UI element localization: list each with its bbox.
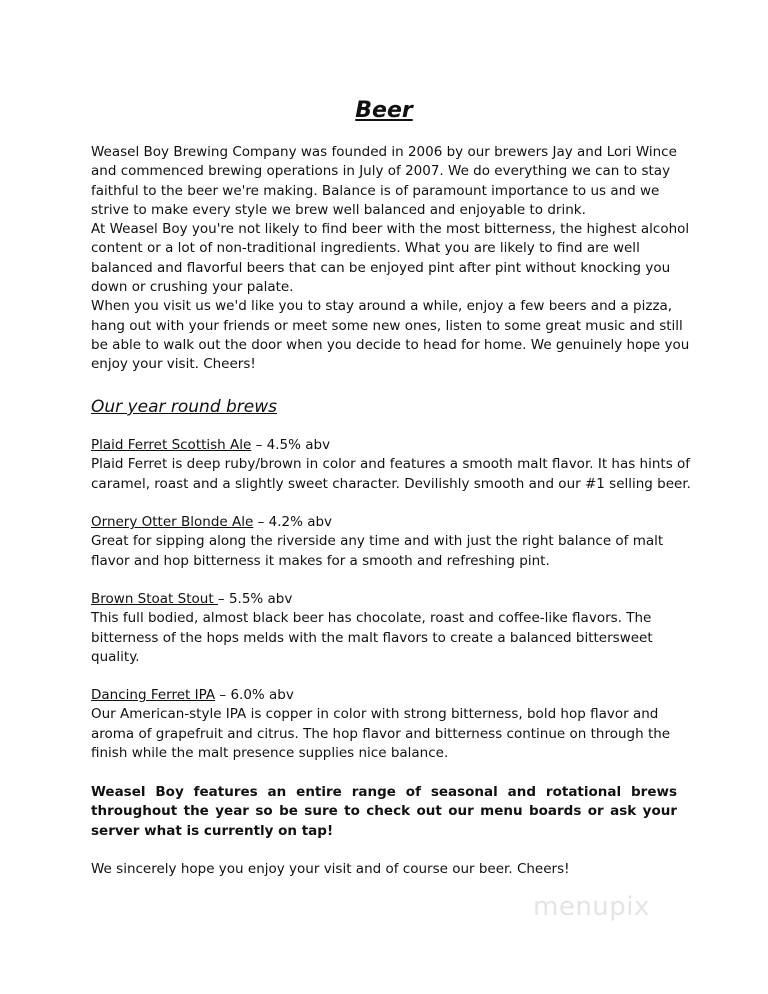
intro-paragraph-2: At Weasel Boy you're not likely to find beer with the most bitterness, the highest alcohol content or a lot of non-traditional ingredients. What you are likely to find are well balanced and flavorful beers that can be enjoyed pint after pint without knocking you down or crushing your palate.	[91, 221, 690, 296]
beer-item	[91, 686, 691, 763]
section-heading: Our year round brews	[91, 397, 278, 417]
beer-abv: – 6.0% abv	[215, 687, 294, 703]
intro-paragraph-3: When you visit us we'd like you to stay around a while, enjoy a few beers and a pizza, hang out with your friends or meet some new ones, listen to some great music and still be able to walk out the door when you decide to head for home. We genuinely hope you enjoy your visit. Cheers!	[91, 298, 690, 373]
beer-item	[91, 590, 691, 667]
beer-name: Ornery Otter Blonde Ale	[91, 514, 254, 530]
beer-name: Dancing Ferret IPA	[91, 687, 216, 703]
beer-description: Our American-style IPA is copper in color with strong bitterness, bold hop flavor and aroma of grapefruit and citrus. The hop flavor and bitterness continue on through the finish while the malt presence supplies nice balance.	[91, 706, 671, 761]
beer-abv: – 4.2% abv	[253, 514, 333, 530]
page-title: Beer	[355, 98, 413, 123]
beer-header	[91, 686, 691, 705]
closing-text: We sincerely hope you enjoy your visit and of course our beer. Cheers!	[91, 861, 570, 877]
beer-abv: – 4.5% abv	[251, 437, 331, 453]
beer-header	[91, 436, 691, 455]
beer-header	[91, 590, 691, 609]
beer-item	[91, 436, 691, 494]
beer-header	[91, 513, 691, 532]
beer-description: This full bodied, almost black beer has chocolate, roast and coffee-like flavors. The bitterness of the hops melds with the malt flavors to create a balanced bittersweet quality.	[91, 610, 653, 665]
beer-abv: – 5.5% abv	[217, 591, 293, 607]
intro-paragraph-1: Weasel Boy Brewing Company was founded in 2006 by our brewers Jay and Lori Wince and commenced brewing operations in July of 2007. We do everything we can to stay faithful to the beer we're making. Balance is of paramount importance to us and we strive to make every style we brew well balanced and enjoyable to drink.	[91, 144, 677, 218]
watermark-logo: menupix	[533, 892, 650, 922]
beer-name: Plaid Ferret Scottish Ale	[91, 437, 252, 453]
intro-section	[91, 143, 691, 375]
beer-item	[91, 513, 691, 571]
seasonal-note: Weasel Boy features an entire range of seasonal and rotational brews throughout the year so be sure to check out our menu boards or ask your server what is currently on tap!	[91, 784, 677, 839]
beer-description: Great for sipping along the riverside any time and with just the right balance of malt flavor and hop bitterness it makes for a smooth and refreshing pint.	[91, 533, 664, 569]
beer-name: Brown Stoat Stout	[91, 591, 218, 607]
beer-description: Plaid Ferret is deep ruby/brown in color and features a smooth malt flavor. It has hints of caramel, roast and a slightly sweet character. Devilishly smooth and our #1 selling beer.	[91, 456, 691, 492]
